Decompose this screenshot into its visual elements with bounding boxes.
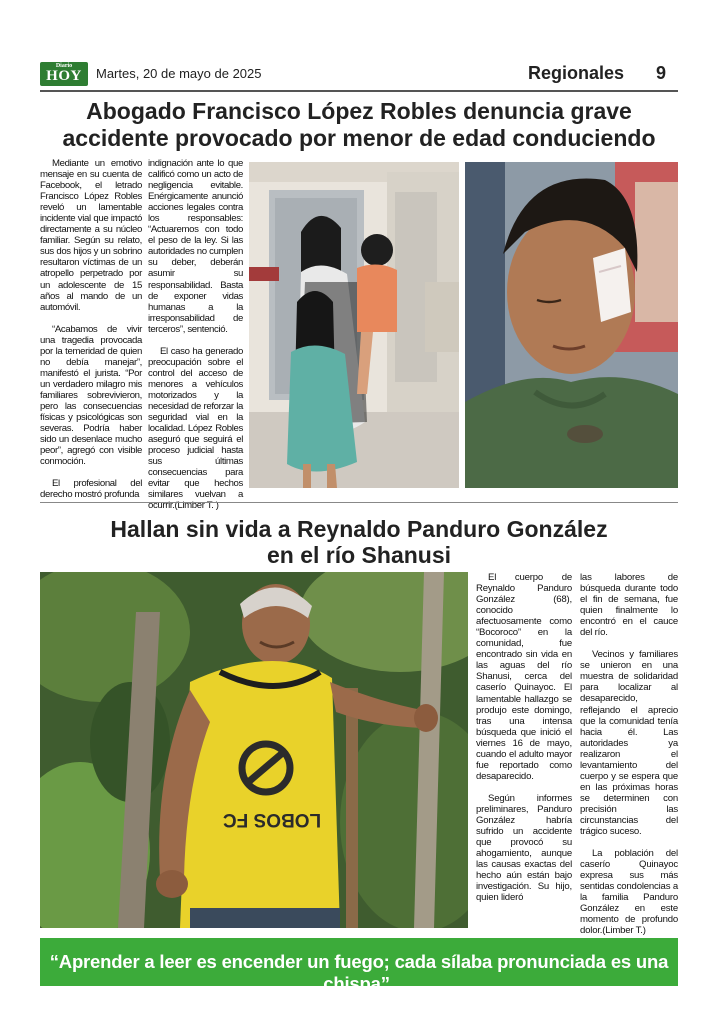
newspaper-logo <box>40 62 88 86</box>
shirt-text: LOBOS FC <box>222 809 322 830</box>
article1-column-2 <box>148 158 243 522</box>
family-photo-illustration <box>249 162 459 488</box>
paragraph: “Acabamos de vivir una tragedia provocada por la temeridad de quien no debía manejar”, manifestó el jurista. “Por un verdadero milagro mis familiares sobrevivieron, pero las consecuencias físicas y psicológicas son severas. Podría haber sido un desenlace mucho peor”, agregó con visible conmoción. <box>40 323 142 468</box>
article2-headline-line-2: en el río Shanusi <box>266 542 452 568</box>
header-divider <box>40 90 678 92</box>
article2-headline <box>40 516 678 568</box>
paragraph: El caso ha generado preocupación sobre el control del acceso de menores a vehículos motorizados y la necesidad de reforzar la seguridad vial en la localidad. López Robles aseguró que seguirá el proceso judicial hasta sus últimas consecuencias para evitar que hechos similares vuelvan a ocurrir.(Limber T. ) <box>148 345 243 512</box>
article2-headline-line-1: Hallan sin vida a Reynaldo Panduro González <box>110 516 608 542</box>
injured-man-illustration <box>465 162 678 488</box>
paragraph: Según informes preliminares, Panduro González habría sufrido un accidente que provocó su ahogamiento, aunque las causas exactas del hecho aún están bajo investigación. Su hijo, quien lideró <box>476 792 572 904</box>
paragraph: La población del caserío Quinayoc expresa sus más sentidas condolencias a la familia Panduro González en este momento de profundo dolor.(Limber T.) <box>580 848 678 937</box>
page-number: 9 <box>656 63 667 83</box>
paragraph: indignación ante lo que calificó como un acto de negligencia evitable. Enérgicamente anunció acciones legales contra los responsables: “Actuaremos con todo el peso de la ley. Si las autoridades no cumplen su deber, deberán asumir su responsabilidad. Basta de exponer vidas humanas a la irresponsabilidad de terceros”, sentenció. <box>148 158 243 335</box>
issue-date: Martes, 20 de mayo de 2025 <box>96 66 262 81</box>
article2-column-2 <box>580 572 678 947</box>
article-divider <box>40 502 678 503</box>
paragraph: Mediante un emotivo mensaje en su cuenta de Facebook, el letrado Francisco López Robles reveló un lamentable incidente vial que impactó directamente a su núcleo familiar. Según su relato, sus dos hijos y un sobrino resultaron víctimas de un atropello perpetrado por un adolescente de 15 años al mando de un automóvil. <box>40 158 142 313</box>
elderly-man-illustration <box>40 572 468 928</box>
paragraph: El cuerpo de Reynaldo Panduro González (68), conocido afectuosamente como “Bocoroco” en la comunidad, fue encontrado sin vida en las aguas del río Shanusi, cerca del caserío Quinayoc. El lamentable hallazgo se produjo este domingo, tras una intensa búsqueda que inició el viernes 16 de mayo, cuando el adulto mayor fue reportado como desaparecido. <box>476 572 572 782</box>
paragraph: las labores de búsqueda durante todo el fin de semana, fue quien finalmente lo encontró en el cauce del río. <box>580 572 678 639</box>
paragraph: El profesional del derecho mostró profunda <box>40 478 142 501</box>
injured-man-photo <box>465 162 678 488</box>
quote-banner <box>40 938 678 994</box>
paragraph: Vecinos y familiares se unieron en una muestra de solidaridad para localizar al desaparecido, reflejando el aprecio que la comunidad tenía hacia él. Las autoridades ya realizaron el levantamiento del cuerpo y se espera que en las próximas horas se determinen con precisión las circunstancias del trágico suceso. <box>580 649 678 838</box>
logo-text: HOY <box>46 68 82 84</box>
article1-headline: Abogado Francisco López Robles denuncia grave accidente provocado por menor de edad conduciendo <box>62 98 656 151</box>
elderly-man-photo <box>40 572 468 928</box>
quote-text: “Aprender a leer es encender un fuego; cada sílaba pronunciada es una chispa”. <box>49 951 669 994</box>
article2-column-1 <box>476 572 572 914</box>
logo-small-text: Diario <box>55 63 73 69</box>
section-title: Regionales <box>528 63 625 83</box>
article1-column-1 <box>40 158 142 511</box>
family-photo <box>249 162 459 488</box>
